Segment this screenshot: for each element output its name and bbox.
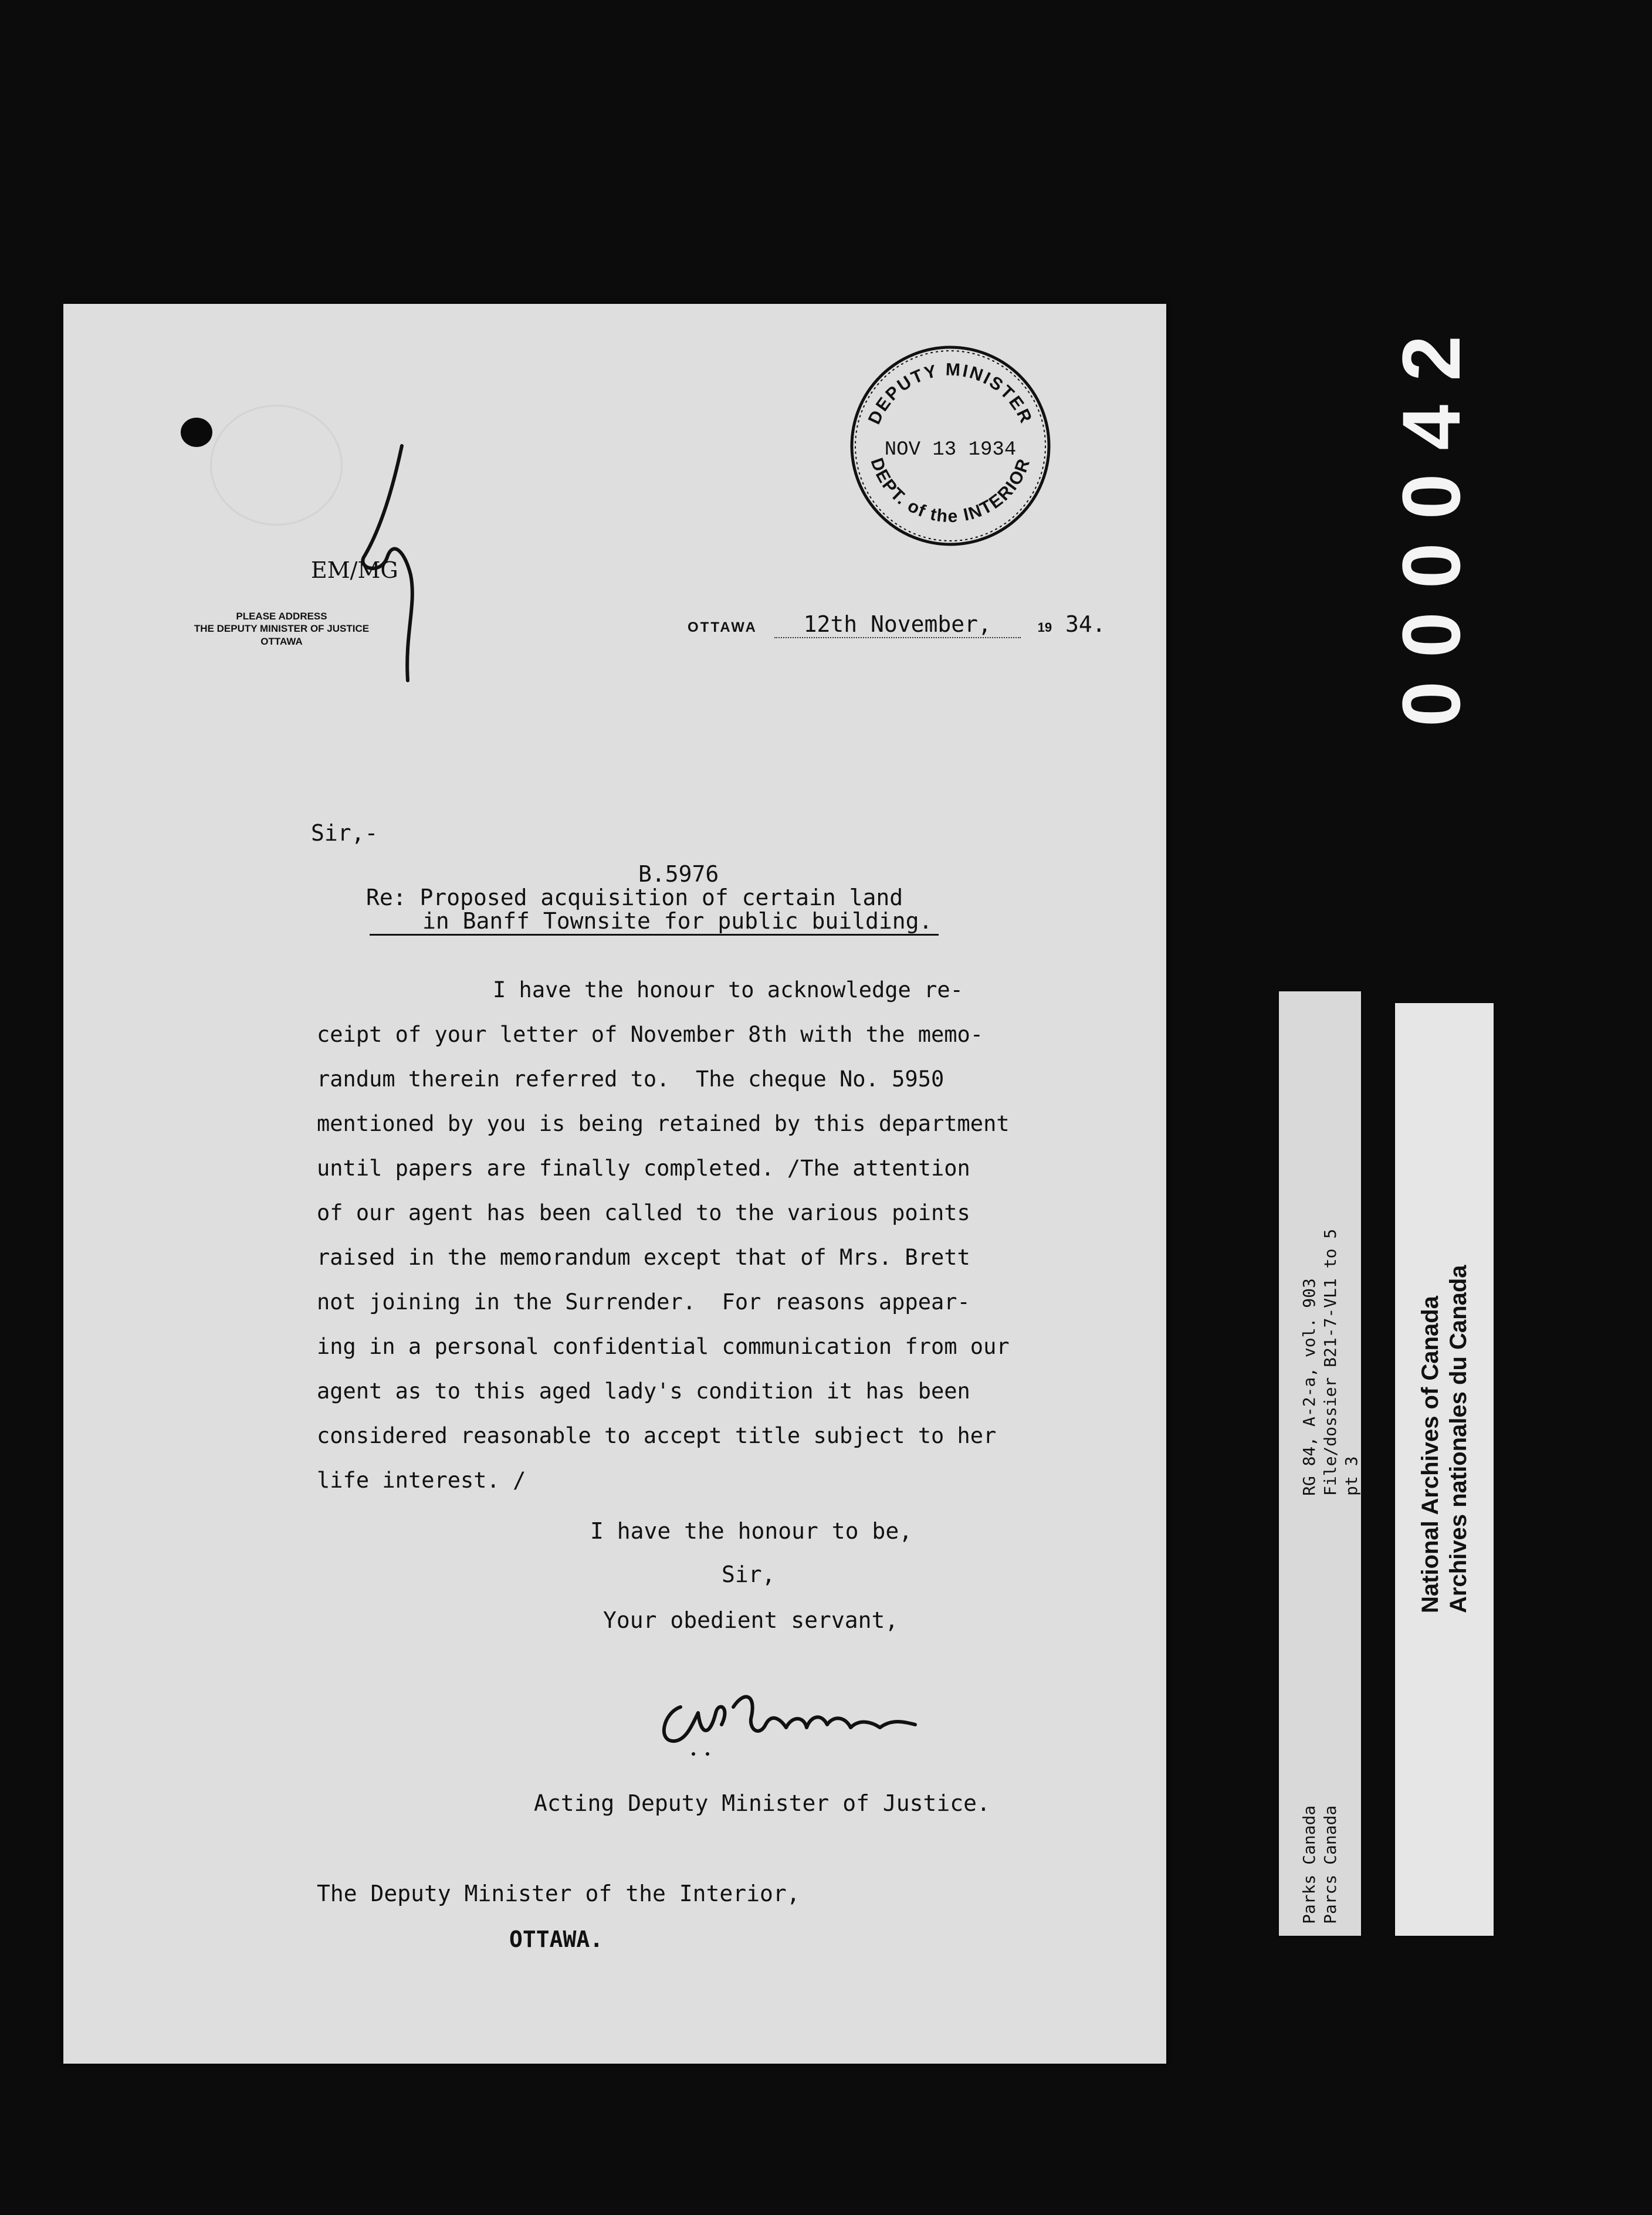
body-line: agent as to this aged lady's condition it has been bbox=[317, 1379, 970, 1404]
archive-reference-text: RG 84, A-2-a, vol. 903 File/dossier B21-7-VL1 to 5 pt 3 bbox=[1299, 1228, 1361, 1496]
body-line: I have the honour to acknowledge re- bbox=[493, 977, 963, 1002]
stamp-top-text: DEPUTY MINISTER bbox=[864, 360, 1037, 428]
file-number: B.5976 bbox=[638, 861, 719, 887]
salutation: Sir,- bbox=[311, 820, 378, 846]
body-line: randum therein referred to. The cheque No. 5950 bbox=[317, 1066, 945, 1092]
received-stamp bbox=[845, 340, 1056, 551]
subject-line-2: in Banff Townsite for public building. bbox=[422, 908, 933, 934]
dateline-century: 19 bbox=[1037, 620, 1052, 635]
body-line: ceipt of your letter of November 8th with the memo- bbox=[317, 1022, 984, 1047]
body-line: until papers are finally completed. /The attention bbox=[317, 1156, 970, 1181]
address-line: THE DEPUTY MINISTER OF JUSTICE bbox=[194, 623, 370, 635]
address-line: PLEASE ADDRESS bbox=[236, 611, 327, 622]
body-line: of our agent has been called to the various points bbox=[317, 1200, 970, 1225]
closing-line-3: Your obedient servant, bbox=[603, 1607, 899, 1633]
agency-text: Parks Canada Parcs Canada bbox=[1299, 1805, 1340, 1924]
addressee-line-2: OTTAWA. bbox=[509, 1926, 604, 1952]
reference-initials: EM/MG bbox=[311, 557, 398, 583]
signatory-title: Acting Deputy Minister of Justice. bbox=[534, 1790, 990, 1816]
archives-name-text: National Archives of Canada Archives nationales du Canada bbox=[1417, 1265, 1471, 1613]
body-line: ing in a personal confidential communication from our bbox=[317, 1334, 1010, 1359]
body-line: considered reasonable to accept title subject to her bbox=[317, 1423, 997, 1448]
stamp-bottom-text: DEPT. of the INTERIOR bbox=[866, 455, 1034, 527]
archives-label bbox=[1395, 1003, 1494, 1936]
body-line: life interest. / bbox=[317, 1468, 526, 1493]
dateline bbox=[688, 611, 1106, 638]
closing-line-2: Sir, bbox=[722, 1562, 776, 1587]
body-line: mentioned by you is being retained by this department bbox=[317, 1111, 1010, 1136]
archive-reference-label bbox=[1279, 991, 1361, 1936]
subject-underline bbox=[370, 934, 939, 936]
microfilm-frame-number: 000042 bbox=[1385, 311, 1477, 727]
address-line: OTTAWA bbox=[260, 635, 303, 647]
svg-text:DEPT. of the INTERIOR bbox=[866, 456, 1034, 527]
body-line: raised in the memorandum except that of Mrs. Brett bbox=[317, 1245, 970, 1270]
closing-line-1: I have the honour to be, bbox=[590, 1518, 913, 1544]
subject-line-1: Re: Proposed acquisition of certain land bbox=[366, 885, 903, 910]
dateline-date: 12th November, bbox=[774, 611, 1021, 638]
letterhead-address bbox=[150, 610, 414, 648]
punch-hole-mark bbox=[181, 418, 212, 447]
body-line: not joining in the Surrender. For reasons appear- bbox=[317, 1289, 970, 1315]
handwritten-initials bbox=[346, 440, 434, 686]
dateline-city: OTTAWA bbox=[688, 619, 757, 635]
handwritten-signature bbox=[657, 1672, 927, 1760]
letter-body bbox=[317, 968, 1103, 1503]
addressee-line-1: The Deputy Minister of the Interior, bbox=[317, 1881, 800, 1906]
embossed-seal bbox=[210, 405, 343, 526]
dateline-year: 34. bbox=[1065, 611, 1106, 637]
stamp-date: NOV 13 1934 bbox=[884, 439, 1017, 461]
svg-text:DEPUTY MINISTER bbox=[865, 360, 1037, 428]
